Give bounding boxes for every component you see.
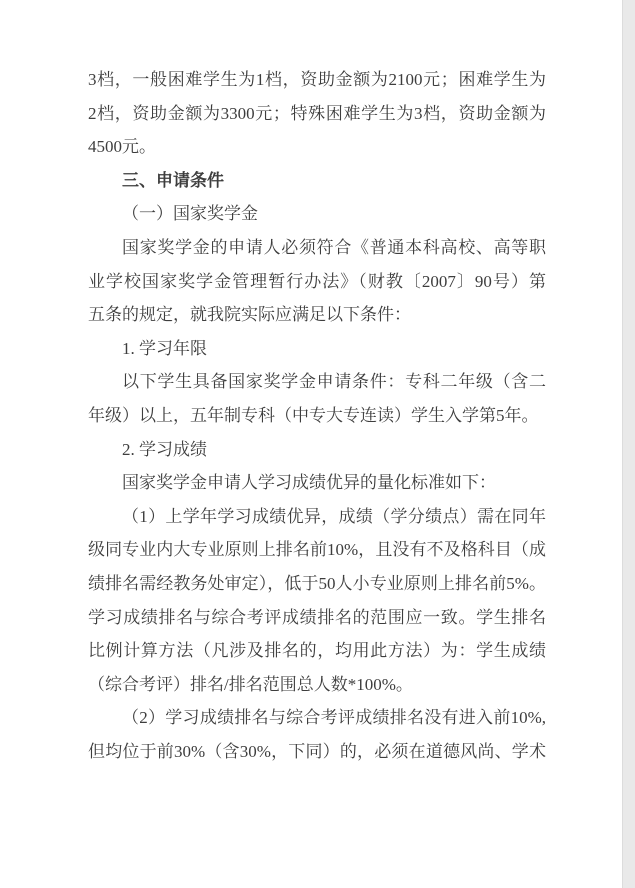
para-study-years bbox=[88, 365, 546, 432]
text-line: 1. 学习年限 bbox=[122, 338, 207, 358]
text-line: 五条的规定，就我院实际应满足以下条件： bbox=[88, 305, 411, 325]
para-condition-2 bbox=[88, 701, 546, 768]
subheading-academic-performance bbox=[88, 433, 546, 467]
text-line: 2. 学习成绩 bbox=[122, 439, 207, 459]
text-line: 4500元。 bbox=[88, 137, 156, 157]
subheading-national-scholarship bbox=[88, 197, 546, 231]
text-line: （综合考评）排名/排名范围总人数*100%。 bbox=[88, 674, 413, 694]
page-edge-strip bbox=[622, 0, 635, 888]
text-line: 业学校国家奖学金管理暂行办法》（财教〔2007〕90号）第 bbox=[88, 271, 546, 291]
text-line: 2档，资助金额为3300元；特殊困难学生为3档，资助金额为 bbox=[88, 103, 546, 123]
text-line: （一）国家奖学金 bbox=[122, 204, 258, 224]
para-regulation-basis bbox=[88, 231, 546, 332]
para-funding-tiers bbox=[88, 63, 546, 164]
heading-application-conditions bbox=[88, 164, 546, 198]
para-condition-1 bbox=[88, 500, 546, 702]
text-line: 以下学生具备国家奖学金申请条件：专科二年级（含二 bbox=[122, 372, 546, 392]
section-heading-line: 三、申请条件 bbox=[122, 170, 224, 190]
subheading-study-years bbox=[88, 332, 546, 366]
text-line: 3档，一般困难学生为1档，资助金额为2100元；困难学生为 bbox=[88, 70, 546, 89]
text-line: 比例计算方法（凡涉及排名的，均用此方法）为：学生成绩 bbox=[88, 641, 546, 661]
text-line: 学习成绩排名与综合考评成绩排名的范围应一致。学生排名 bbox=[88, 607, 546, 627]
text-line: （1）上学年学习成绩优异，成绩（学分绩点）需在同年 bbox=[122, 506, 546, 526]
text-line: 但均位于前30%（含30%，下同）的，必须在道德风尚、学术 bbox=[88, 741, 546, 761]
text-line: 国家奖学金申请人学习成绩优异的量化标准如下： bbox=[122, 473, 496, 493]
text-line: 国家奖学金的申请人必须符合《普通本科高校、高等职 bbox=[122, 237, 546, 257]
text-line: 级同专业内大专业原则上排名前10%，且没有不及格科目（成 bbox=[88, 540, 546, 560]
text-line: 绩排名需经教务处审定），低于50人小专业原则上排名前5%。 bbox=[88, 573, 546, 593]
text-line: （2）学习成绩排名与综合考评成绩排名没有进入前10%, bbox=[122, 708, 546, 728]
document-content bbox=[88, 63, 546, 768]
text-line: 年级）以上，五年制专科（中专大专连读）学生入学第5年。 bbox=[88, 405, 539, 425]
para-quantitative-standard-intro bbox=[88, 466, 546, 500]
